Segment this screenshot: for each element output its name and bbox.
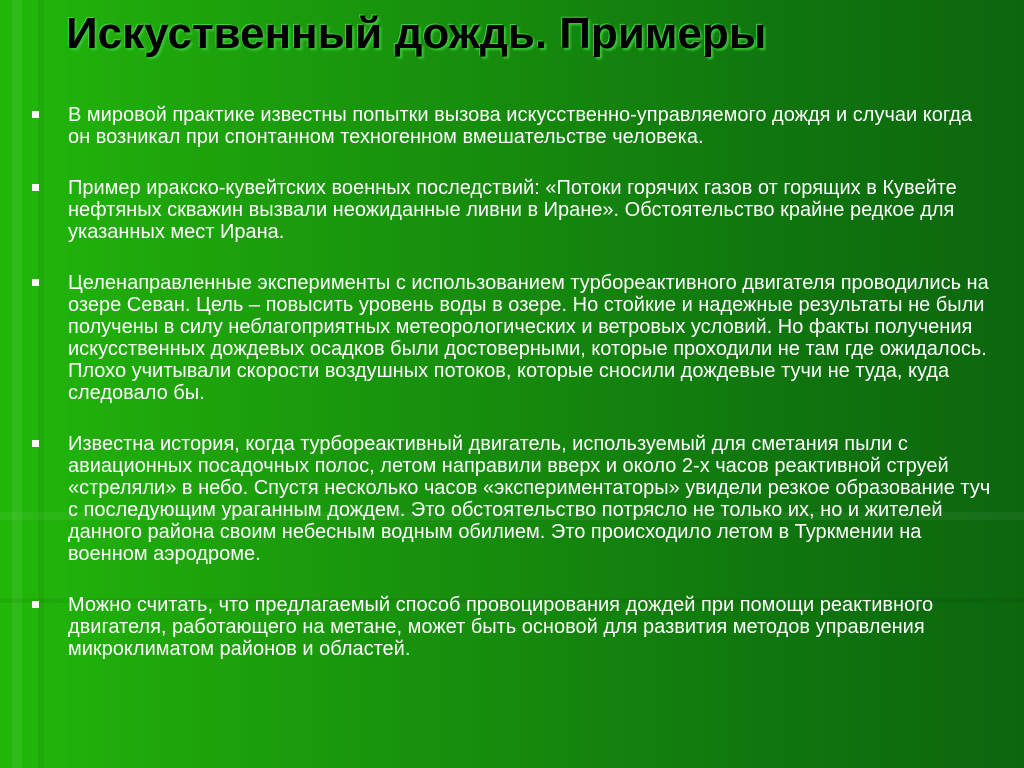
square-bullet-icon — [32, 440, 39, 447]
square-bullet-icon — [32, 601, 39, 608]
bullet-text: Можно считать, что предлагаемый способ провоцирования дождей при помощи реактивного двигателя, работающего на метане, может быть основой для развития методов управления микроклиматом районов и областей. — [68, 594, 934, 660]
bullet-item — [30, 104, 992, 148]
square-bullet-icon — [32, 279, 39, 286]
bullet-text: Известна история, когда турбореактивный двигатель, используемый для сметания пыли с авиационных посадочных полос, летом направили вверх и около 2-х часов реактивной струей «стреляли» в небо. Спустя несколько часов «экспериментаторы» увидели резкое образование туч с последующим ураганным дождем. Это обстоятельство потрясло не только их, но и жителей данного района своим небесным водным обилием. Это происходило летом в Туркмении на военном аэродроме. — [68, 433, 991, 565]
bullet-item — [30, 272, 992, 404]
bullet-list — [30, 104, 992, 689]
bullet-item — [30, 177, 992, 243]
bullet-item — [30, 594, 992, 660]
bullet-item — [30, 433, 992, 565]
square-bullet-icon — [32, 111, 39, 118]
slide-title: Искуственный дождь. Примеры — [66, 9, 767, 58]
background-stripe — [12, 0, 22, 768]
bullet-text: Целенаправленные эксперименты с использованием турбореактивного двигателя проводились на озере Севан. Цель – повысить уровень воды в озере. Но стойкие и надежные результаты не были получены в силу неблагоприятных метеорологических и ветровых условий. Но факты получения искусственных дождевых осадков были достоверными, которые проходили не там где ожидалось. Плохо учитывали скорости воздушных потоков, которые сносили дождевые тучи не туда, куда следовало бы. — [68, 272, 989, 404]
square-bullet-icon — [32, 184, 39, 191]
bullet-text: Пример иракско-кувейтских военных последствий: «Потоки горячих газов от горящих в Кувейте нефтяных скважин вызвали неожиданные ливни в Иране». Обстоятельство крайне редкое для указанных мест Ирана. — [68, 177, 957, 243]
bullet-text: В мировой практике известны попытки вызова искусственно-управляемого дождя и случаи когда он возникал при спонтанном техногенном вмешательстве человека. — [68, 104, 973, 148]
